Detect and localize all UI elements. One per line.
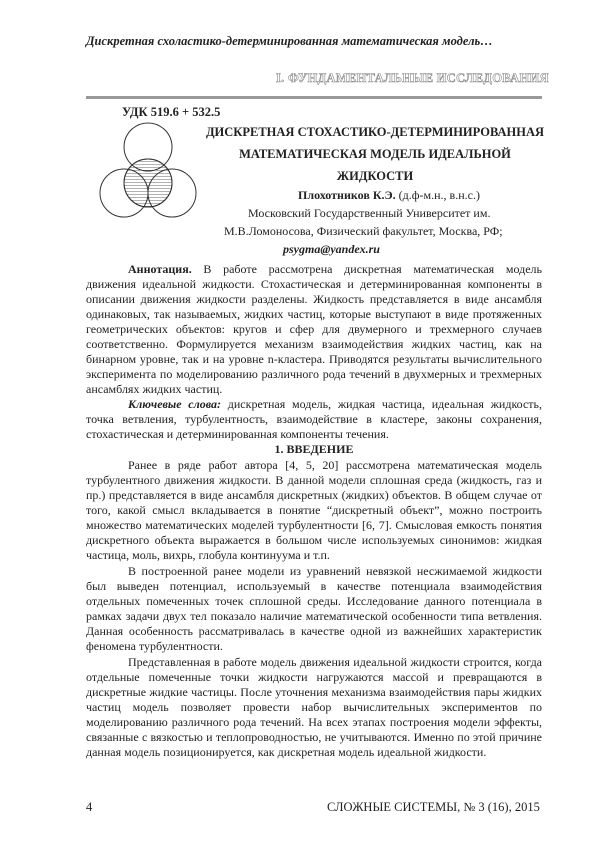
affiliation-line-1: Московский Государственный Университет им. [248, 206, 490, 220]
section-header: I. ФУНДАМЕНТАЛЬНЫЕ ИССЛЕДОВАНИЯ [276, 71, 549, 86]
journal-footer: СЛОЖНЫЕ СИСТЕМЫ, № 3 (16), 2015 [327, 800, 540, 815]
page-number: 4 [86, 800, 92, 815]
running-header: Дискретная схоластико-детерминированная математическая модель… [86, 34, 493, 49]
keywords [86, 397, 542, 442]
article-title-line-1: ДИСКРЕТНАЯ СТОХАСТИКО-ДЕТЕРМИНИРОВАННАЯ [205, 125, 545, 140]
three-circles-logo [96, 116, 200, 228]
paragraph: В построенной ранее модели из уравнений невязкой несжимаемой жидкости был выведен потенциал, используемый в качестве потенциала взаимодействия отдельных помеченных точек сплошной среды. Исследование данного потенциала в рамках задачи двух тел показало наличие математической особенности типа ветвления. Данная особенность рассматривалась в качестве одной из важнейших характеристик феномена турбулентности. [86, 564, 542, 654]
keywords-text: дискретная модель, жидкая частица, идеальная жидкость, точка ветвления, турбулентность, взаимодействие в кластере, законы сохранения, стохастическая и детерминированная компоненты течения. [86, 397, 542, 441]
abstract-text: В работе рассмотрена дискретная математическая модель движения идеальной жидкости. Стохастическая и детерминированная компоненты в описании движения жидкости разделены. Жидкость представляется в виде ансамбля одинаковых, так называемых, жидких частиц, которые выступают в виде протяженных геометрических объектов: кругов и сфер для двумерного и трехмерного случаев соответственно. Формулируется механизм взаимодействия жидких частиц, как на бинарном уровне, так и на уровне n-кластера. Приводятся результаты вычислительного эксперимента по моделированию различного рода течений в двухмерных и трехмерных ансамблях жидких частиц. [86, 262, 542, 396]
author-line [298, 188, 480, 202]
article-title-line-2: МАТЕМАТИЧЕСКАЯ МОДЕЛЬ ИДЕАЛЬНОЙ [205, 147, 545, 162]
article-title-line-3: ЖИДКОСТИ [205, 169, 545, 184]
author-degree: (д.ф-м.н., в.н.с.) [396, 188, 480, 202]
author-name: Плохотников К.Э. [298, 188, 396, 202]
author-email[interactable]: psygma@yandex.ru [283, 242, 380, 256]
udk-code: УДК 519.6 + 532.5 [122, 105, 220, 120]
paragraph: Представленная в работе модель движения идеальной жидкости строится, когда отдельные помеченные точки жидкости нагружаются массой и превращаются в дискретные жидкие частицы. После уточнения механизма взаимодействия пары жидких частиц модель позволяет провести набор вычислительных экспериментов по моделированию различного рода течений. На всех этапах построения модели эффекты, связанные с вязкостью и теплопроводностью, не учитываются. Именно по этой причине данная модель позиционируется, как дискретная модель идеальной жидкости. [86, 655, 542, 760]
abstract-label: Аннотация. [128, 262, 192, 276]
section-heading-introduction: 1. ВВЕДЕНИЕ [86, 442, 542, 457]
abstract [86, 262, 542, 397]
keywords-label: Ключевые слова: [128, 397, 221, 411]
affiliation-line-2: М.В.Ломоносова, Физический факультет, Москва, РФ; [224, 224, 503, 238]
paragraph: Ранее в ряде работ автора [4, 5, 20] рассмотрена математическая модель турбулентного движения жидкости. В данной модели сплошная среда (жидкость, газ и пр.) представляется в виде ансамбля дискретных (жидких) объектов. В общем случае от того, какой смысл вкладывается в понятие “дискретный объект”, можно построить множество математических моделей турбулентности [6, 7]. Смысловая емкость понятия дискретного объекта выражается в большом числе используемых синонимов: жидкая частица, моль, вихрь, глобула континуума и т.п. [86, 458, 542, 563]
header-rule [86, 96, 542, 99]
article-body [86, 262, 542, 760]
